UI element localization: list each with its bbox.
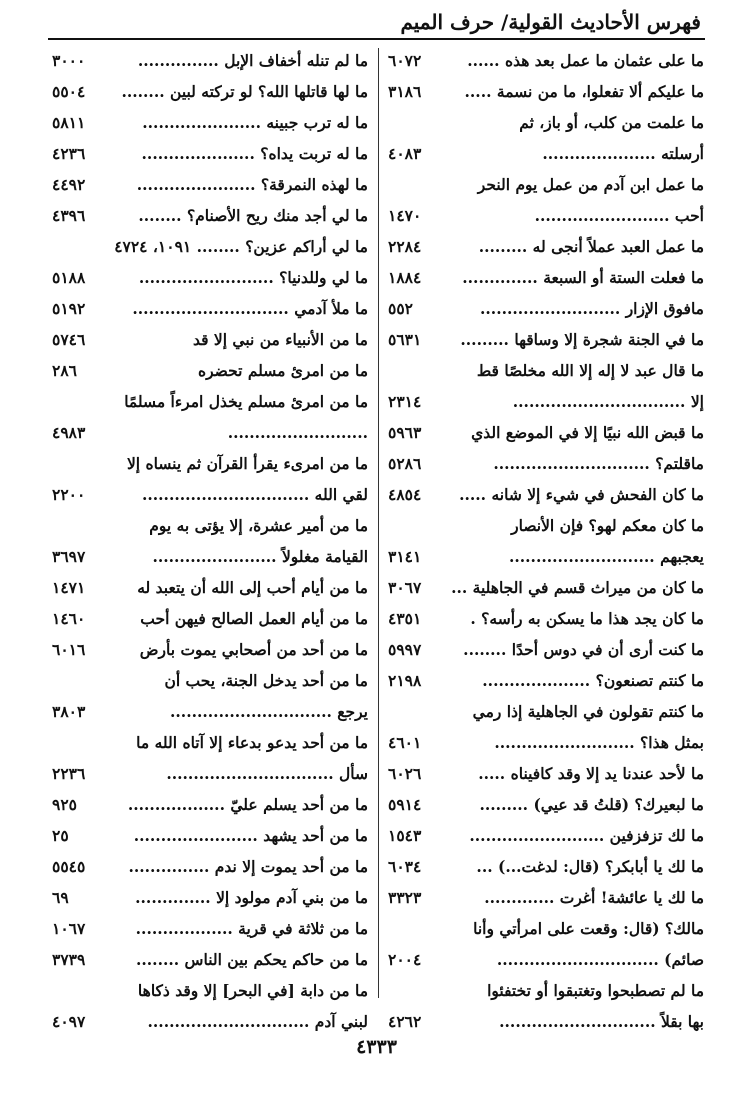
index-entry — [52, 172, 368, 203]
entry-number: ٣٦٩٧ — [52, 547, 86, 566]
index-entry — [388, 761, 704, 792]
entry-number: ١٤٧٠ — [388, 206, 422, 225]
index-entry — [388, 234, 704, 265]
entry-text: إلا ................................ — [512, 392, 704, 411]
entry-text: صائم) .............................. — [496, 950, 704, 969]
entry-text: ما في الجنة شجرة إلا وساقها ......... — [460, 330, 704, 349]
entry-number: ٤٩٨٣ — [52, 423, 86, 442]
index-entry — [52, 48, 368, 79]
index-entry — [52, 513, 368, 544]
entry-text: ما عمل ابن آدم من عمل يوم النحر — [477, 175, 704, 194]
entry-text: ما لك يا أبابكر؟ (قال: لدغت...) ... — [476, 857, 704, 876]
index-entry — [388, 79, 704, 110]
entry-text: ما كنتم تقولون في الجاهلية إذا رمي — [472, 702, 704, 721]
entry-text: أحب ......................... — [534, 206, 704, 225]
entry-number: ٥٥٤٥ — [52, 857, 86, 876]
index-entry — [388, 203, 704, 234]
entry-number: ٤٨٥٤ — [388, 485, 422, 504]
index-entry — [388, 482, 704, 513]
index-entry — [52, 730, 368, 761]
entry-text: ما لك يا عائشة! أغرت ............. — [484, 888, 704, 907]
index-entry — [388, 792, 704, 823]
index-entry — [52, 575, 368, 606]
index-entry — [388, 978, 704, 1009]
entry-text: ما من ثلاثة في قرية .................. — [135, 919, 368, 938]
entry-text: ما كان معكم لهو؟ فإن الأنصار — [511, 516, 704, 535]
entry-number: ٥١٩٢ — [52, 299, 86, 318]
index-entry — [388, 296, 704, 327]
entry-text: ما له ترب جبينه ...................... — [142, 113, 368, 132]
entry-number: ٤٠٩٧ — [52, 1012, 86, 1031]
index-entry — [388, 730, 704, 761]
entry-text: ما من أحد يشهد ....................... — [133, 826, 368, 845]
index-entry — [52, 544, 368, 575]
index-entry — [52, 327, 368, 358]
entry-text: ما لي وللدنيا؟ ......................... — [138, 268, 368, 287]
entry-number: ١٤٧١ — [52, 578, 86, 597]
left-column-rows — [52, 48, 368, 1040]
entry-number: ٢٢٠٠ — [52, 485, 86, 504]
entry-number: ٢٥ — [52, 826, 69, 845]
entry-number: ٥٢٨٦ — [388, 454, 422, 473]
entry-text: يرجع .............................. — [170, 702, 368, 721]
entry-number: ٢٨٦ — [52, 361, 77, 380]
entry-number: ٥٨١١ — [52, 113, 86, 132]
entry-text: ما من الأنبياء من نبي إلا قد — [192, 330, 368, 349]
index-entry — [52, 234, 368, 265]
entry-number: ٢٢٣٦ — [52, 764, 86, 783]
entry-text: بمثل هذا؟ .......................... — [494, 733, 704, 752]
entry-text: ما لي أراكم عزين؟ ........ ١٠٩١، ٤٧٢٤ — [114, 237, 368, 256]
entry-text: ما لم تصطبحوا وتغتبقوا أو تختفئوا — [487, 981, 704, 1000]
entry-text: ما لم تنله أخفاف الإبل ............... — [137, 51, 368, 70]
entry-number: ٩٢٥ — [52, 795, 77, 814]
entry-number: ٣٧٣٩ — [52, 950, 86, 969]
entry-text: ما من أحد يدعو بدعاء إلا آتاه الله ما — [136, 733, 368, 752]
index-entry — [52, 482, 368, 513]
index-entry — [388, 141, 704, 172]
entry-text: ما من بني آدم مولود إلا .............. — [135, 888, 368, 907]
entry-text: ما من أيام أحب إلى الله أن يتعبد له — [137, 578, 368, 597]
entry-text: ما عليكم ألا تفعلوا، ما من نسمة ..... — [464, 82, 704, 101]
index-entry — [388, 110, 704, 141]
left-column — [52, 48, 368, 1031]
entry-text: ما من أحد يسلم عليّ .................. — [127, 795, 368, 814]
index-entry — [388, 358, 704, 389]
entry-number: ٢٠٠٤ — [388, 950, 422, 969]
entry-number: ٢١٩٨ — [388, 671, 422, 690]
entry-number: ٤٣٥١ — [388, 609, 422, 628]
index-entry — [52, 203, 368, 234]
entry-text: ما ملأ آدمي ............................. — [132, 299, 368, 318]
entry-text: ما على عثمان ما عمل بعد هذه ...... — [467, 51, 704, 70]
entry-number: ١٥٤٣ — [388, 826, 422, 845]
index-entry — [388, 637, 704, 668]
index-entry — [52, 420, 368, 451]
entry-text: ما قال عبد لا إله إلا الله مخلصًا قط — [476, 361, 704, 380]
entry-number: ٦٩ — [52, 888, 69, 907]
entry-number: ٥٩٩٧ — [388, 640, 422, 659]
index-entry — [52, 792, 368, 823]
index-entry — [52, 885, 368, 916]
entry-number: ٦٠١٦ — [52, 640, 86, 659]
index-entry — [52, 358, 368, 389]
entry-text: بها بقلاً ............................. — [499, 1012, 704, 1031]
entry-text: ما كان الفحش في شيء إلا شانه ..... — [459, 485, 704, 504]
entry-text: أرسلته ..................... — [542, 144, 704, 163]
right-column-rows — [388, 48, 704, 1040]
entry-number: ٦٠٣٤ — [388, 857, 422, 876]
entry-text: ما عمل العبد عملاً أنجى له ......... — [478, 237, 704, 256]
entry-number: ٤٢٣٦ — [52, 144, 86, 163]
index-entry — [52, 265, 368, 296]
index-entry — [52, 606, 368, 637]
index-entry — [388, 854, 704, 885]
entry-number: ٤٤٩٢ — [52, 175, 86, 194]
index-entry — [52, 668, 368, 699]
entry-text: ما لك تزفزفين ......................... — [469, 826, 704, 845]
index-entry — [388, 389, 704, 420]
index-entry — [388, 544, 704, 575]
entry-number: ٣٣٢٣ — [388, 888, 422, 907]
page-header — [48, 4, 705, 40]
entry-number: ٥٥٢ — [388, 299, 413, 318]
index-entry — [52, 916, 368, 947]
entry-text: لبني آدم .............................. — [147, 1012, 368, 1031]
index-entry — [388, 885, 704, 916]
index-entry — [388, 575, 704, 606]
entry-number: ٤٣٩٦ — [52, 206, 86, 225]
index-entry — [388, 327, 704, 358]
index-entry — [388, 48, 704, 79]
entry-text: ما لهذه النمرقة؟ ...................... — [136, 175, 368, 194]
index-entry — [388, 668, 704, 699]
right-column — [388, 48, 704, 1031]
entry-number: ٢٢٨٤ — [388, 237, 422, 256]
entry-text: ما من أيام العمل الصالح فيهن أحب — [140, 609, 368, 628]
entry-text: ما من امرئ مسلم يخذل امرءاً مسلمًا — [124, 392, 368, 411]
entry-text: القيامة مغلولاً ....................... — [152, 547, 368, 566]
index-entry — [52, 637, 368, 668]
entry-text: يعجبهم ........................... — [508, 547, 704, 566]
entry-number: ٥٩٦٣ — [388, 423, 422, 442]
entry-number: ٥٥٠٤ — [52, 82, 86, 101]
index-entry — [388, 451, 704, 482]
entry-text: ما علمت من كلب، أو باز، ثم — [519, 113, 704, 132]
entry-text: ما من دابة [في البحر] إلا وقد ذكاها — [137, 981, 368, 1000]
index-entry — [52, 947, 368, 978]
entry-number: ٤٢٦٢ — [388, 1012, 422, 1031]
entry-number: ٣١٨٦ — [388, 82, 422, 101]
header-title: فهرس الأحاديث القولية/ حرف الميم — [400, 10, 701, 34]
entry-text: ما من أحد من أصحابي يموت بأرض — [139, 640, 368, 659]
entry-text: لقي الله ............................... — [141, 485, 368, 504]
entry-number: ٣٠٠٠ — [52, 51, 86, 70]
entry-text: .......................... — [227, 423, 368, 442]
column-divider — [378, 48, 379, 998]
entry-number: ٣١٤١ — [388, 547, 422, 566]
index-entry — [388, 699, 704, 730]
index-entry — [388, 947, 704, 978]
entry-number: ٥٦٣١ — [388, 330, 422, 349]
entry-text: ما لأحد عندنا يد إلا وقد كافيناه ..... — [478, 764, 704, 783]
entry-text: ما من امرىء يقرأ القرآن ثم ينساه إلا — [126, 454, 368, 473]
index-entry — [52, 699, 368, 730]
entry-number: ٤٦٠١ — [388, 733, 422, 752]
entry-number: ٥١٨٨ — [52, 268, 86, 287]
entry-text: ما من أمير عشرة، إلا يؤتى به يوم — [149, 516, 368, 535]
index-entry — [388, 823, 704, 854]
index-entry — [388, 916, 704, 947]
index-entry — [52, 389, 368, 420]
entry-text: ما قبض الله نبيًا إلا في الموضع الذي — [471, 423, 704, 442]
index-entry — [388, 265, 704, 296]
entry-text: ما لي أجد منك ريح الأصنام؟ ........ — [138, 206, 368, 225]
entry-number: ٥٧٤٦ — [52, 330, 86, 349]
entry-number: ٦٠٧٢ — [388, 51, 422, 70]
entry-text: ما من أحد يدخل الجنة، يحب أن — [164, 671, 368, 690]
entry-text: ما من أحد يموت إلا ندم ............... — [128, 857, 368, 876]
index-columns — [52, 48, 704, 1031]
index-entry — [52, 761, 368, 792]
entry-number: ١٨٨٤ — [388, 268, 422, 287]
entry-text: مافوق الإزار .......................... — [480, 299, 704, 318]
entry-number: ٢٣١٤ — [388, 392, 422, 411]
index-entry — [52, 110, 368, 141]
index-entry — [388, 513, 704, 544]
index-entry — [52, 451, 368, 482]
entry-text: ما لبعيرك؟ (قلتُ قد عيي) ......... — [479, 795, 704, 814]
entry-text: ما كان من ميراث قسم في الجاهلية ... — [451, 578, 704, 597]
index-entry — [52, 823, 368, 854]
entry-text: ما فعلت الستة أو السبعة .............. — [462, 268, 704, 287]
entry-text: سأل ............................... — [166, 764, 368, 783]
index-entry — [388, 606, 704, 637]
entry-text: ما كنت أرى أن في دوس أحدًا ........ — [463, 640, 704, 659]
index-entry — [388, 420, 704, 451]
index-entry — [52, 296, 368, 327]
entry-text: ما كنتم تصنعون؟ .................... — [482, 671, 704, 690]
entry-text: ما له تربت يداه؟ ..................... — [141, 144, 368, 163]
entry-text: ما لها قاتلها الله؟ لو تركته لبين ........ — [121, 82, 368, 101]
entry-number: ٦٠٢٦ — [388, 764, 422, 783]
entry-number: ٣٠٦٧ — [388, 578, 422, 597]
entry-text: ماقلتم؟ ............................. — [493, 454, 704, 473]
entry-number: ١٠٦٧ — [52, 919, 86, 938]
entry-number: ١٤٦٠ — [52, 609, 86, 628]
entry-text: ما من امرئ مسلم تحضره — [197, 361, 368, 380]
page-number: ٤٣٣٣ — [356, 1036, 397, 1058]
entry-number: ٣٨٠٣ — [52, 702, 86, 721]
index-entry — [52, 854, 368, 885]
entry-text: مالك؟ (قال: وقعت على امرأتي وأنا — [473, 919, 704, 938]
index-entry — [52, 978, 368, 1009]
entry-number: ٥٩١٤ — [388, 795, 422, 814]
index-entry — [388, 172, 704, 203]
entry-number: ٤٠٨٣ — [388, 144, 422, 163]
index-entry — [52, 141, 368, 172]
entry-text: ما من حاكم يحكم بين الناس ........ — [135, 950, 368, 969]
entry-text: ما كان يجد هذا ما يسكن به رأسه؟ . — [470, 609, 704, 628]
index-entry — [52, 79, 368, 110]
